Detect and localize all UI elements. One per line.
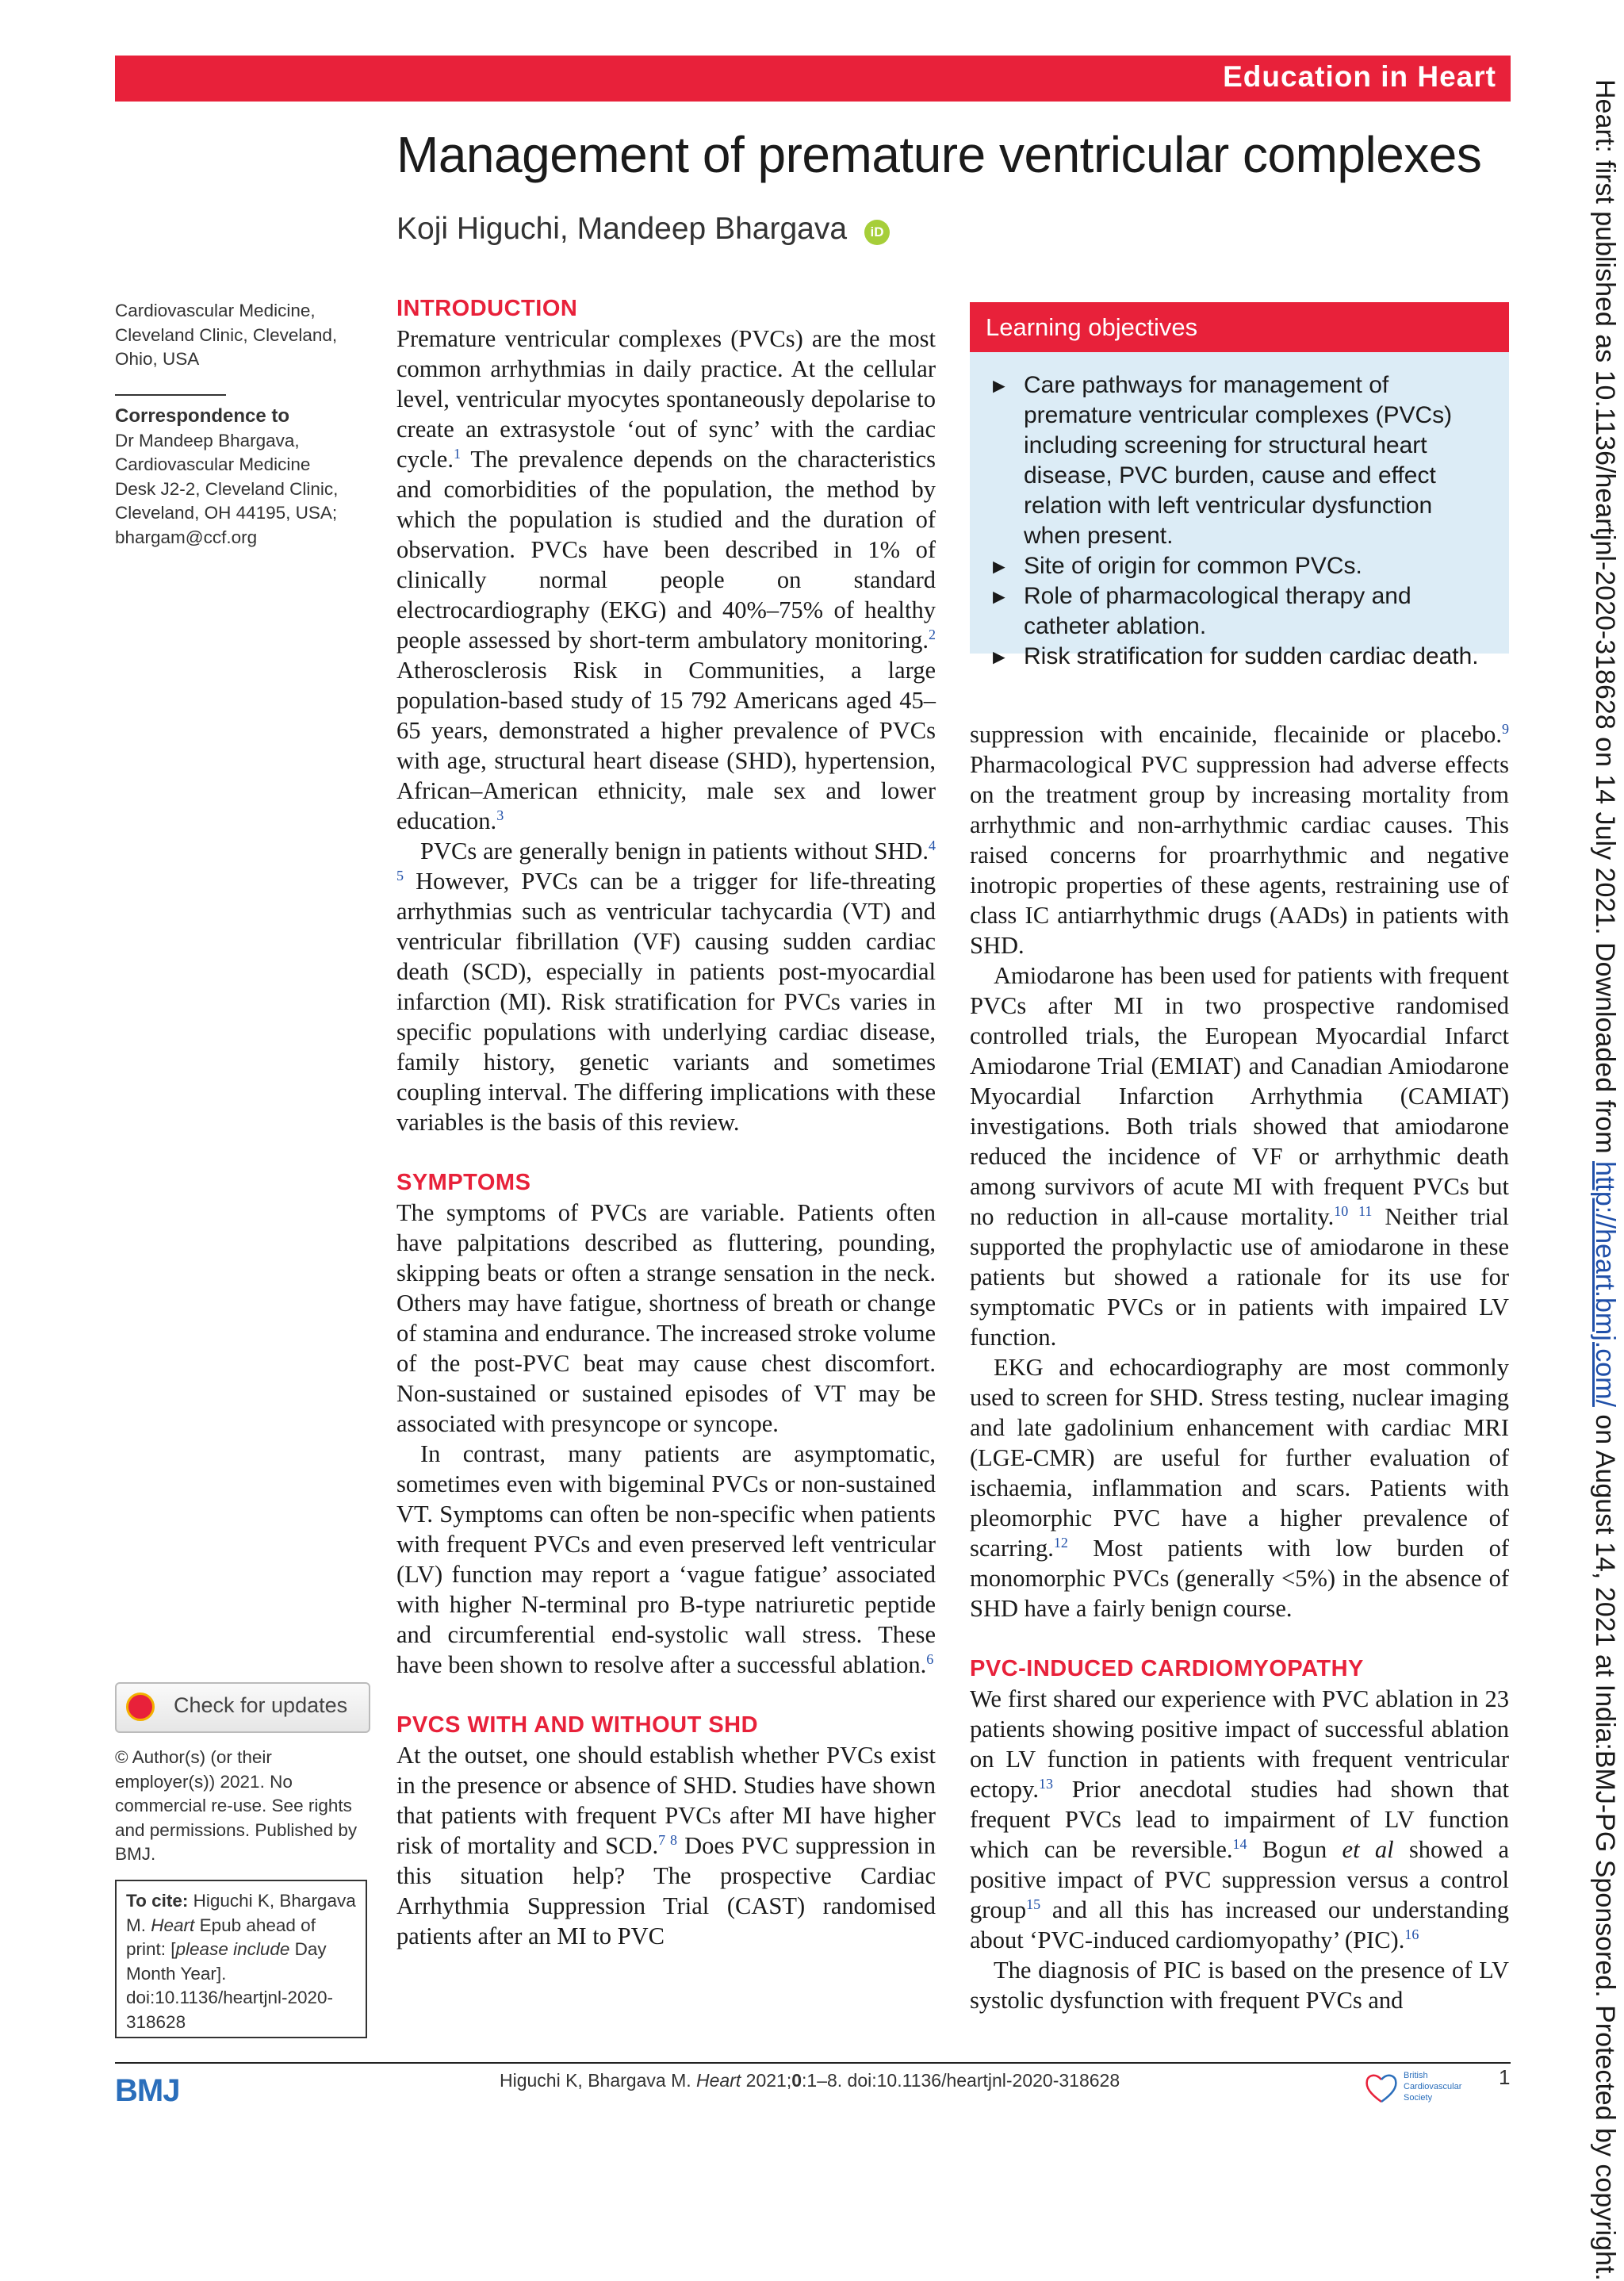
crossmark-icon xyxy=(126,1693,155,1721)
list-item: ► Role of pharmacological therapy and catheter ablation. xyxy=(989,583,1411,639)
triangle-bullet-icon: ► xyxy=(989,645,1009,669)
section-heading-pvcs-shd: PVCS WITH AND WITHOUT SHD xyxy=(396,1712,759,1738)
cite-journal: Heart xyxy=(151,1915,195,1935)
paragraph: Amiodarone has been used for patients with frequent PVCs after MI in two prospective randomised controlled trials, the European Myocardial Infarct Amiodarone Trial (EMIAT) and Canadian Amiodarone Myocardial Infarction Arrhythmia (CAMIAT) investigations. Both trials showed that amiodarone reduced the incidence of VF or arrhythmic death among survivors of acute MI with frequent PVCs but no reduction in all-cause mortality.$^{10 11}$ Neither trial supported the prophylactic use of amiodarone in these patients but showed a rationale for its use for symptomatic PVCs or in patients with impaired LV function. xyxy=(970,962,1509,1351)
reference-link[interactable]: 13 xyxy=(1038,1775,1053,1792)
margin-copyright-note: Heart: first published as 10.1136/heartjnl-2020-318628 on 14 July 2021. Downloaded from http://heart.bmj.com/ on August 14, 2021 at India:BMJ-PG Sponsored. Protected by copyright. xyxy=(1590,79,1620,2281)
learning-objectives-list xyxy=(986,370,1493,672)
reference-link[interactable]: 16 xyxy=(1404,1926,1419,1942)
journal-link[interactable]: http://heart.bmj.com/ xyxy=(1590,1161,1620,1407)
learning-objectives-heading: Learning objectives xyxy=(986,313,1198,341)
section-banner xyxy=(115,56,1511,102)
reference-link[interactable]: 9 xyxy=(1502,720,1509,737)
paragraph: The diagnosis of PIC is based on the presence of LV systolic dysfunction with frequent PVCs and xyxy=(970,1957,1509,2014)
paragraph: In contrast, many patients are asymptomatic, sometimes even with bigeminal PVCs or non-sustained VT. Symptoms can often be non-specific when patients with frequent PVCs and even preserved left ventricular (LV) function may report a ‘vague fatigue’ associated with higher N-terminal pro B-type natriuretic peptide and circumferential end-systolic wall stress. These have been shown to resolve after a successful ablation.$^6$ xyxy=(396,1440,936,1678)
paragraph: Premature ventricular complexes (PVCs) are the most common arrhythmias in daily practice. At the cellular level, ventricular myocytes spontaneously depolarise to create an extrasystole ‘out of sync’ with the cardiac cycle.$^1$ The prevalence depends on the characteristics and comorbidities of the population, the method by which the population is studied and the duration of observation. PVCs have been described in 1% of clinically normal people on standard electrocardiography (EKG) and 40%–75% of healthy people assessed by short-term ambulatory monitoring.$^2$ Atherosclerosis Risk in Communities, a large population-based study of 15 792 Americans aged 45–65 years, demonstrated a higher prevalence of PVCs with age, structural heart disease (SHD), hypertension, African–American ethnicity, male sex and lower education.$^3$ xyxy=(396,325,936,834)
list-item: ► Care pathways for management of premature ventricular complexes (PVCs) including screening for structural heart disease, PVC burden, cause and effect relation with left ventricular dysfunction when present. xyxy=(989,372,1453,549)
bcs-logo-text: British Cardiovascular Society xyxy=(1404,2071,1462,2103)
page-number: 1 xyxy=(1499,2065,1511,2089)
triangle-bullet-icon: ► xyxy=(989,585,1009,608)
cite-label: To cite: xyxy=(126,1891,189,1911)
paragraph: We first shared our experience with PVC ablation in 23 patients showing positive impact of successful ablation on LV function in patients with frequent ventricular ectopy.$^{13}$ Prior anecdotal studies had shown that frequent PVCs lead to impairment of LV function which can be reversible.$^{14}$ Bogun et al showed a positive impact of PVC suppression versus a control group$^{15}$ and all this has increased our understanding about ‘PVC-induced cardiomyopathy’ (PIC).$^{16}$ xyxy=(970,1685,1509,1953)
check-for-updates-button[interactable] xyxy=(115,1682,370,1733)
learning-objectives-header xyxy=(970,302,1509,352)
sidebar-divider xyxy=(115,394,226,396)
correspondence-heading: Correspondence to xyxy=(115,405,290,427)
reference-link[interactable]: 4 5 xyxy=(396,837,936,884)
author-names: Koji Higuchi, Mandeep Bhargava xyxy=(396,212,848,246)
footer-citation: Higuchi K, Bhargava M. Heart 2021;0:1–8. doi:10.1136/heartjnl-2020-318628 xyxy=(500,2070,1120,2091)
reference-link[interactable]: 2 xyxy=(929,626,936,642)
correspondence-body: Dr Mandeep Bhargava, Cardiovascular Medicine Desk J2-2, Cleveland Clinic, Cleveland, OH 44195, USA; bhargam@ccf.org xyxy=(115,430,339,547)
section-heading-introduction: INTRODUCTION xyxy=(396,296,578,321)
heart-logo-icon xyxy=(1364,2070,1399,2105)
reference-link[interactable]: 3 xyxy=(496,807,504,823)
reference-link[interactable]: 6 xyxy=(926,1650,934,1667)
list-item: ► Risk stratification for sudden cardiac death. xyxy=(986,642,1493,672)
learning-objectives-box xyxy=(970,302,1509,669)
paragraph: The symptoms of PVCs are variable. Patients often have palpitations described as fluttering, pounding, skipping beats or often a strange sensation in the neck. Others may have fatigue, shortness of breath or change of stamina and endurance. The increased stroke volume of the post-PVC beat may cause chest discomfort. Non-sustained or sustained episodes of VT may be associated with presyncope or syncope. xyxy=(396,1199,936,1437)
section-label: Education in Heart xyxy=(1223,60,1496,93)
reference-link[interactable]: 14 xyxy=(1232,1835,1247,1852)
paragraph: suppression with encainide, flecainide or placebo.$^9$ Pharmacological PVC suppression had adverse effects on the treatment group by increasing mortality from arrhythmic and non-arrhythmic cardiac causes. This raised concerns for proarrhythmic and negative inotropic properties of these agents, restraining use of class IC antiarrhythmic drugs (AADs) in patients with SHD. xyxy=(970,720,1509,959)
copyright-notice: © Author(s) (or their employer(s)) 2021. No commercial re-use. See rights and permissions. Published by BMJ. xyxy=(115,1747,358,1864)
correspondence xyxy=(115,404,353,550)
orcid-icon[interactable]: iD xyxy=(864,220,890,245)
section-heading-symptoms: SYMPTOMS xyxy=(396,1170,531,1195)
reference-link[interactable]: 12 xyxy=(1053,1534,1068,1551)
section-heading-pic: PVC-INDUCED CARDIOMYOPATHY xyxy=(970,1656,1364,1681)
reference-link[interactable]: 15 xyxy=(1026,1896,1041,1912)
body-column-left xyxy=(396,293,936,1951)
check-for-updates-label: Check for updates xyxy=(174,1693,348,1717)
affiliation: Cardiovascular Medicine, Cleveland Clinic, Cleveland, Ohio, USA xyxy=(115,301,338,369)
cite-placeholder: please include xyxy=(175,1939,290,1959)
author-line xyxy=(396,212,890,247)
paragraph: PVCs are generally benign in patients without SHD.$^{4 5}$ However, PVCs can be a trigger for life-threating arrhythmias such as ventricular tachycardia (VT) and ventricular fibrillation (VF) causing sudden cardiac death (SCD), especially in patients post-myocardial infarction (MI). Risk stratification for PVCs varies in specific populations with underlying cardiac disease, family history, genetic variants and sometimes coupling interval. The differing implications with these variables is the basis of this review. xyxy=(396,837,936,1136)
triangle-bullet-icon: ► xyxy=(989,554,1009,578)
bcs-logo xyxy=(1364,2068,1462,2108)
list-item: ► Site of origin for common PVCs. xyxy=(986,551,1493,581)
reference-link[interactable]: 10 11 xyxy=(1334,1202,1373,1219)
footer-divider xyxy=(115,2062,1511,2064)
paragraph: EKG and echocardiography are most commonly used to screen for SHD. Stress testing, nuclear imaging and late gadolinium enhancement with cardiac MRI (LGE-CMR) are useful for further evaluation of ischaemia, inflammation and scars. Patients with pleomorphic PVC have a higher prevalence of scarring.$^{12}$ Most patients with low burden of monomorphic PVCs (generally <5%) in the absence of SHD have a fairly benign course. xyxy=(970,1354,1509,1622)
cite-text: Epub ahead of print: [ xyxy=(126,1915,316,1959)
triangle-bullet-icon: ► xyxy=(989,374,1009,397)
body-column-right xyxy=(970,719,1509,2015)
cite-text: Higuchi K, Bhargava M. xyxy=(126,1891,356,1935)
bmj-logo: BMJ xyxy=(115,2073,180,2108)
paragraph: At the outset, one should establish whether PVCs exist in the presence or absence of SHD. Studies have shown that patients with frequent PVCs after MI have higher risk of mortality and SCD.$^{7 8}$ Does PVC suppression in this situation help? The prospective Cardiac Arrhythmia Suppression Trial (CAST) randomised patients after an MI to PVC xyxy=(396,1742,936,1949)
article-title: Management of premature ventricular complexes xyxy=(396,126,1482,183)
cite-box xyxy=(115,1880,367,2038)
reference-link[interactable]: 7 8 xyxy=(658,1831,678,1848)
cite-text: Day Month Year]. doi:10.1136/heartjnl-2020-318628 xyxy=(126,1939,334,2032)
reference-link[interactable]: 1 xyxy=(453,445,461,462)
